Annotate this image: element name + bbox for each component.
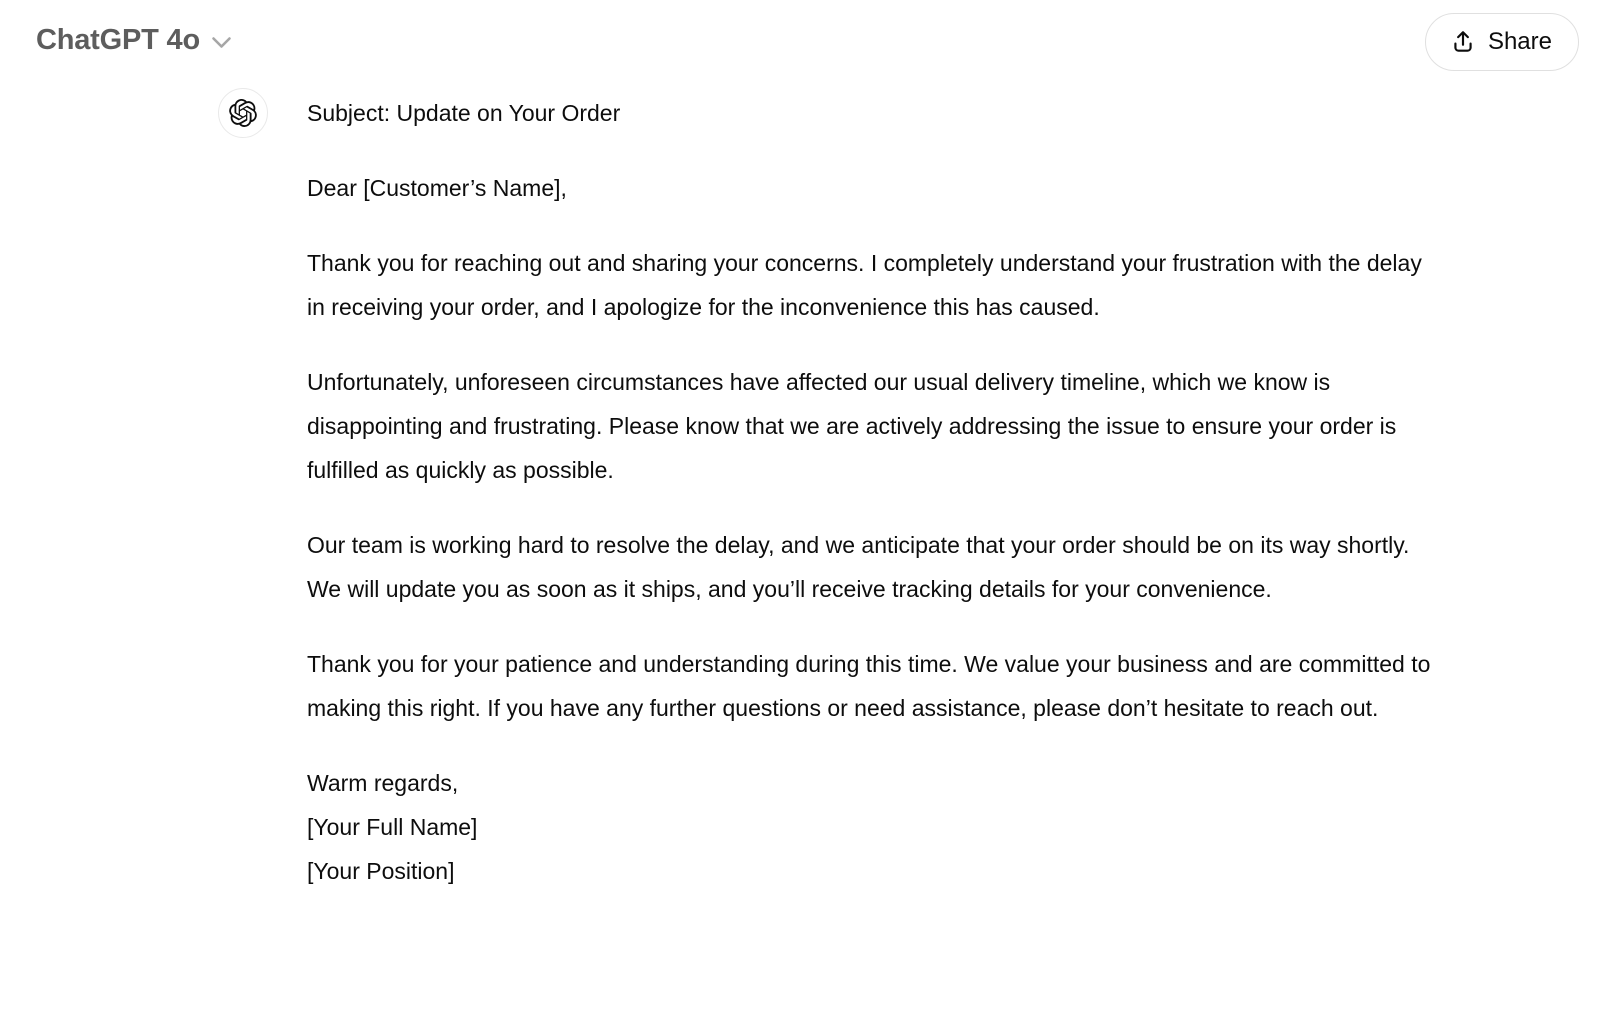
email-subject-line: Subject: Update on Your Order [307,100,621,126]
model-selector[interactable] [36,24,232,57]
email-paragraph-2: Unfortunately, unforeseen circumstances have affected our usual delivery timeline, which we know is disappointing and frustrating. Please know that we are actively addressing the issue to ensure your order is fulfilled as quickly as possible. [307,369,1397,483]
email-signature-block [307,761,1435,893]
email-signature-name: [Your Full Name] [307,814,478,840]
assistant-message-content [307,88,1435,893]
email-greeting: Dear [Customer’s Name], [307,175,567,201]
model-selector-label: ChatGPT 4o [36,24,200,56]
share-button[interactable] [1425,13,1579,71]
email-signature-position: [Your Position] [307,858,455,884]
assistant-message [218,88,1435,893]
upload-icon [1450,29,1476,55]
share-button-label: Share [1487,28,1552,55]
email-paragraph-4: Thank you for your patience and understanding during this time. We value your business and are committed to making this right. If you have any further questions or need assistance, please don’t hesitate to reach out. [307,651,1431,721]
email-paragraph-1: Thank you for reaching out and sharing your concerns. I completely understand your frustration with the delay in receiving your order, and I apologize for the inconvenience this has caused. [307,250,1422,320]
chevron-down-icon [211,36,232,49]
email-paragraph-3: Our team is working hard to resolve the delay, and we anticipate that your order should be on its way shortly. We will update you as soon as it ships, and you’ll receive tracking details for your convenience. [307,532,1410,602]
openai-logo-icon [229,99,257,127]
assistant-avatar [218,88,268,138]
email-signoff: Warm regards, [307,770,459,796]
